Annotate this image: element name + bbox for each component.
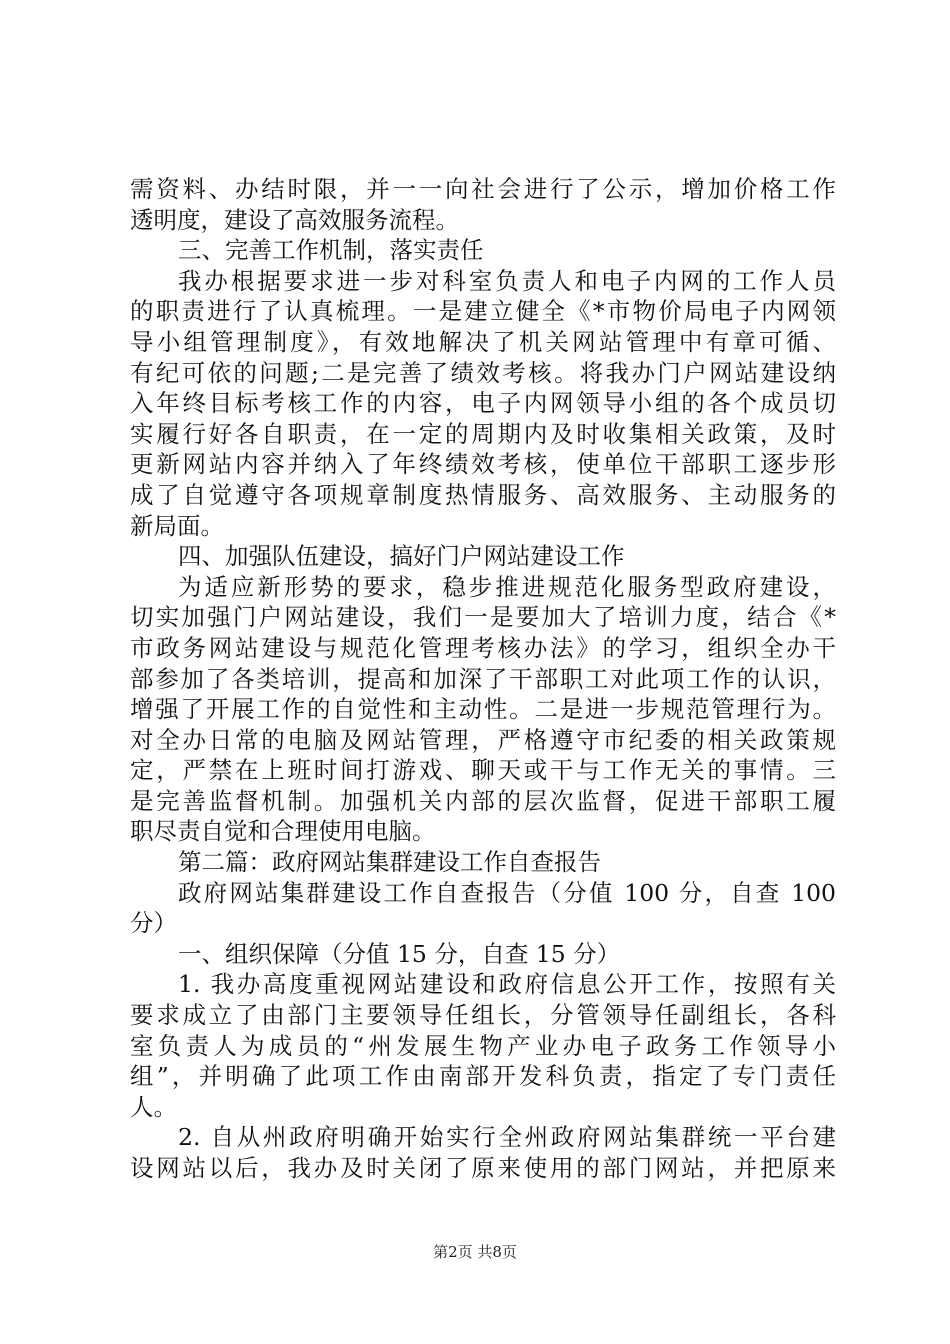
text-line: 成了自觉遵守各项规章制度热情服务、高效服务、主动服务的 (130, 480, 836, 509)
text-line: 实履行好各自职责，在一定的周期内及时收集相关政策，及时 (130, 419, 836, 448)
text-line: 部参加了各类培训，提高和加深了干部职工对此项工作的认识， (130, 664, 836, 693)
text-line: 更新网站内容并纳入了年终绩效考核，使单位干部职工逐步形 (130, 450, 836, 479)
text-line: 是完善监督机制。加强机关内部的层次监督，促进干部职工履 (130, 786, 836, 815)
text-line: 增强了开展工作的自觉性和主动性。二是进一步规范管理行为。 (130, 695, 836, 724)
text-line: 对全办日常的电脑及网站管理，严格遵守市纪委的相关政策规 (130, 725, 836, 754)
text-line: 分） (130, 909, 177, 938)
text-line: 职尽责自觉和合理使用电脑。 (130, 817, 436, 846)
text-line: 1. 我办高度重视网站建设和政府信息公开工作，按照有关 (178, 970, 836, 999)
text-line: 切实加强门户网站建设，我们一是要加大了培训力度，结合《* (130, 603, 836, 632)
text-line: 2. 自从州政府明确开始实行全州政府网站集群统一平台建 (178, 1123, 836, 1152)
text-line: 为适应新形势的要求，稳步推进规范化服务型政府建设， (178, 572, 836, 601)
document-body (130, 174, 836, 1184)
text-line: 组”，并明确了此项工作由南部开发科负责，指定了专门责任 (130, 1062, 836, 1091)
text-line: 我办根据要求进一步对科室负责人和电子内网的工作人员 (178, 266, 836, 295)
text-line: 需资料、办结时限，并一一向社会进行了公示，增加价格工作 (130, 175, 836, 203)
text-line: 要求成立了由部门主要领导任组长，分管领导任副组长，各科 (130, 1001, 836, 1030)
text-line: 一、组织保障（分值 15 分，自查 15 分） (178, 939, 621, 968)
text-line: 第二篇：政府网站集群建设工作自查报告 (178, 848, 601, 877)
page-footer: 第2页 共8页 (433, 1243, 517, 1261)
text-line: 有纪可依的问题;二是完善了绩效考核。将我办门户网站建设纳 (130, 358, 836, 387)
text-line: 人。 (130, 1092, 177, 1121)
text-line: 政府网站集群建设工作自查报告（分值 100 分，自查 100 (178, 878, 836, 907)
text-line: 市政务网站建设与规范化管理考核办法》的学习，组织全办干 (130, 633, 836, 662)
text-line: 入年终目标考核工作的内容，电子内网领导小组的各个成员切 (130, 389, 836, 418)
text-line: 三、完善工作机制，落实责任 (178, 236, 484, 265)
text-line: 室负责人为成员的“州发展生物产业办电子政务工作领导小 (130, 1031, 836, 1060)
text-line: 透明度，建设了高效服务流程。 (130, 205, 459, 234)
text-line: 设网站以后，我办及时关闭了原来使用的部门网站，并把原来 (130, 1154, 836, 1182)
text-line: 定，严禁在上班时间打游戏、聊天或干与工作无关的事情。三 (130, 756, 836, 785)
text-line: 四、加强队伍建设，搞好门户网站建设工作 (178, 542, 625, 571)
text-line: 新局面。 (130, 511, 224, 540)
text-line: 的职责进行了认真梳理。一是建立健全《*市物价局电子内网领 (130, 297, 836, 326)
text-line: 导小组管理制度》，有效地解决了机关网站管理中有章可循、 (130, 327, 836, 356)
